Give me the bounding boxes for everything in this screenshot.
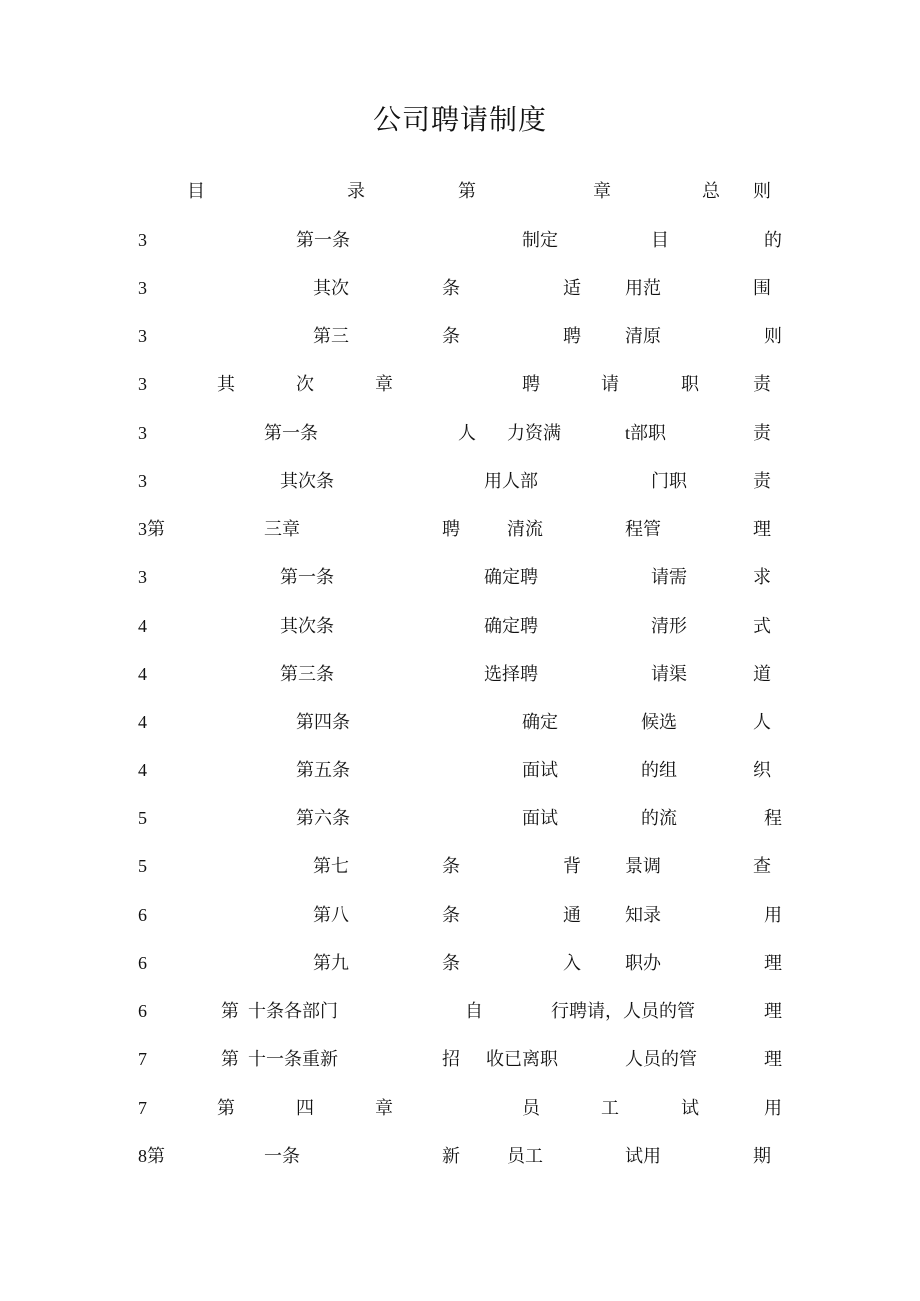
toc-text: 条 (442, 326, 460, 346)
toc-text: 其次条 (280, 471, 334, 491)
toc-text: 章 (375, 374, 393, 394)
toc-row (0, 759, 920, 781)
toc-text: 求 (753, 567, 771, 587)
toc-text: 第 (458, 181, 476, 201)
toc-text: 四 (296, 1098, 314, 1118)
toc-text: 条 (442, 953, 460, 973)
toc-text: 查 (753, 856, 771, 876)
toc-text: 确定聘 (484, 616, 538, 636)
toc-page-number: 7 (138, 1049, 147, 1069)
toc-text: 第六条 (296, 808, 350, 828)
toc-text: 章 (593, 181, 611, 201)
toc-row (0, 229, 920, 251)
toc-page-number: 4 (138, 712, 147, 732)
toc-text: 第三条 (280, 664, 334, 684)
toc-text: 候选 (641, 712, 677, 732)
toc-page-number: 3第 (138, 519, 165, 539)
toc-text: 自 (465, 1001, 483, 1021)
toc-row (0, 566, 920, 588)
toc-text: 的流 (641, 808, 677, 828)
toc-text: 三章 (264, 519, 300, 539)
toc-page-number: 7 (138, 1098, 147, 1118)
toc-text: 职办 (625, 953, 661, 973)
toc-text: t部职 (625, 423, 667, 443)
toc-text: 理 (753, 519, 771, 539)
toc-text: 招 (442, 1049, 460, 1069)
toc-text: 次 (296, 374, 314, 394)
toc-page-number: 5 (138, 856, 147, 876)
toc-text: 面试 (522, 760, 558, 780)
toc-row (0, 1048, 920, 1070)
toc-text: 第七 (313, 856, 349, 876)
toc-text: 聘 (563, 326, 581, 346)
toc-row (0, 1097, 920, 1119)
toc-text: 条 (442, 278, 460, 298)
toc-page-number: 6 (138, 1001, 147, 1021)
toc-row (0, 615, 920, 637)
toc-text: 第 十一条重新 (221, 1049, 338, 1069)
toc-text: 入 (563, 953, 581, 973)
toc-text: 章 (375, 1098, 393, 1118)
toc-row (0, 422, 920, 444)
toc-text: 则 (753, 181, 771, 201)
toc-row (0, 855, 920, 877)
toc-page-number: 3 (138, 471, 147, 491)
toc-page-number: 4 (138, 664, 147, 684)
toc-row (0, 904, 920, 926)
toc-text: 职 (681, 374, 699, 394)
toc-text: 期 (753, 1146, 771, 1166)
toc-text: 目 (187, 181, 205, 201)
toc-text: 清流 (507, 519, 543, 539)
toc-page-number: 3 (138, 423, 147, 443)
document-title: 公司聘请制度 (372, 105, 547, 136)
toc-text: 的组 (641, 760, 677, 780)
toc-row (0, 373, 920, 395)
toc-text: 录 (347, 181, 365, 201)
toc-text: 程 (764, 808, 782, 828)
toc-text: 背 (563, 856, 581, 876)
toc-page-number: 4 (138, 616, 147, 636)
toc-text: 第 十条各部门 (221, 1001, 338, 1021)
toc-row (0, 518, 920, 540)
toc-text: 行聘请，人员的管 (551, 1001, 695, 1021)
toc-text: 用人部 (484, 471, 538, 491)
toc-row (0, 325, 920, 347)
toc-page-number: 6 (138, 953, 147, 973)
toc-text: 式 (753, 616, 771, 636)
toc-row (0, 807, 920, 829)
toc-row (0, 470, 920, 492)
toc-text: 第八 (313, 905, 349, 925)
toc-text: 则 (764, 326, 782, 346)
toc-text: 一条 (264, 1146, 300, 1166)
toc-row (0, 711, 920, 733)
toc-text: 理 (764, 1001, 782, 1021)
toc-text: 责 (753, 374, 771, 394)
toc-page-number: 3 (138, 567, 147, 587)
toc-text: 用 (764, 1098, 782, 1118)
toc-text: 第三 (313, 326, 349, 346)
toc-text: 景调 (625, 856, 661, 876)
toc-text: 清原 (625, 326, 661, 346)
toc-text: 理 (764, 953, 782, 973)
toc-page-number: 8第 (138, 1146, 165, 1166)
toc-text: 其 (217, 374, 235, 394)
toc-text: 知录 (625, 905, 661, 925)
toc-text: 围 (753, 278, 771, 298)
toc-text: 织 (753, 760, 771, 780)
toc-text: 其次条 (280, 616, 334, 636)
toc-text: 用范 (625, 278, 661, 298)
toc-text: 通 (563, 905, 581, 925)
toc-text: 试 (681, 1098, 699, 1118)
toc-text: 面试 (522, 808, 558, 828)
toc-text: 新 (442, 1146, 460, 1166)
toc-page-number: 4 (138, 760, 147, 780)
toc-text: 人 (458, 423, 476, 443)
toc-row (0, 1145, 920, 1167)
toc-text: 总 (702, 181, 720, 201)
toc-page-number: 3 (138, 374, 147, 394)
toc-text: 条 (442, 856, 460, 876)
toc-text: 的 (764, 230, 782, 250)
toc-text: 人 (753, 712, 771, 732)
toc-row (0, 952, 920, 974)
toc-text: 理 (764, 1049, 782, 1069)
toc-text: 聘 (442, 519, 460, 539)
toc-row (0, 663, 920, 685)
toc-text: 门职 (651, 471, 687, 491)
toc-text: 第一条 (296, 230, 350, 250)
toc-page-number: 3 (138, 326, 147, 346)
toc-row (0, 180, 920, 202)
toc-row (0, 277, 920, 299)
toc-text: 确定 (522, 712, 558, 732)
toc-text: 制定 (522, 230, 558, 250)
toc-page-number: 3 (138, 278, 147, 298)
toc-text: 确定聘 (484, 567, 538, 587)
toc-text: 请 (601, 374, 619, 394)
toc-text: 第九 (313, 953, 349, 973)
toc-text: 第五条 (296, 760, 350, 780)
toc-text: 工 (601, 1098, 619, 1118)
toc-text: 目 (651, 230, 669, 250)
toc-text: 力资满 (507, 423, 561, 443)
toc-text: 责 (753, 471, 771, 491)
toc-text: 道 (753, 664, 771, 684)
toc-text: 第四条 (296, 712, 350, 732)
toc-page-number: 3 (138, 230, 147, 250)
toc-text: 选择聘 (484, 664, 538, 684)
toc-text: 用 (764, 905, 782, 925)
toc-text: 聘 (522, 374, 540, 394)
toc-text: 试用 (625, 1146, 661, 1166)
toc-page-number: 5 (138, 808, 147, 828)
toc-text: 人员的管 (625, 1049, 697, 1069)
toc-text: 第 (217, 1098, 235, 1118)
toc-text: 员工 (507, 1146, 543, 1166)
toc-text: 第一条 (264, 423, 318, 443)
toc-text: 员 (522, 1098, 540, 1118)
toc-text: 收已离职 (486, 1049, 558, 1069)
toc-text: 清形 (651, 616, 687, 636)
toc-text: 其次 (313, 278, 349, 298)
toc-text: 条 (442, 905, 460, 925)
toc-text: 请需 (651, 567, 687, 587)
toc-text: 责 (753, 423, 771, 443)
toc-text: 适 (563, 278, 581, 298)
toc-text: 第一条 (280, 567, 334, 587)
toc-row (0, 1000, 920, 1022)
toc-text: 请渠 (651, 664, 687, 684)
toc-text: 程管 (625, 519, 661, 539)
toc-page-number: 6 (138, 905, 147, 925)
